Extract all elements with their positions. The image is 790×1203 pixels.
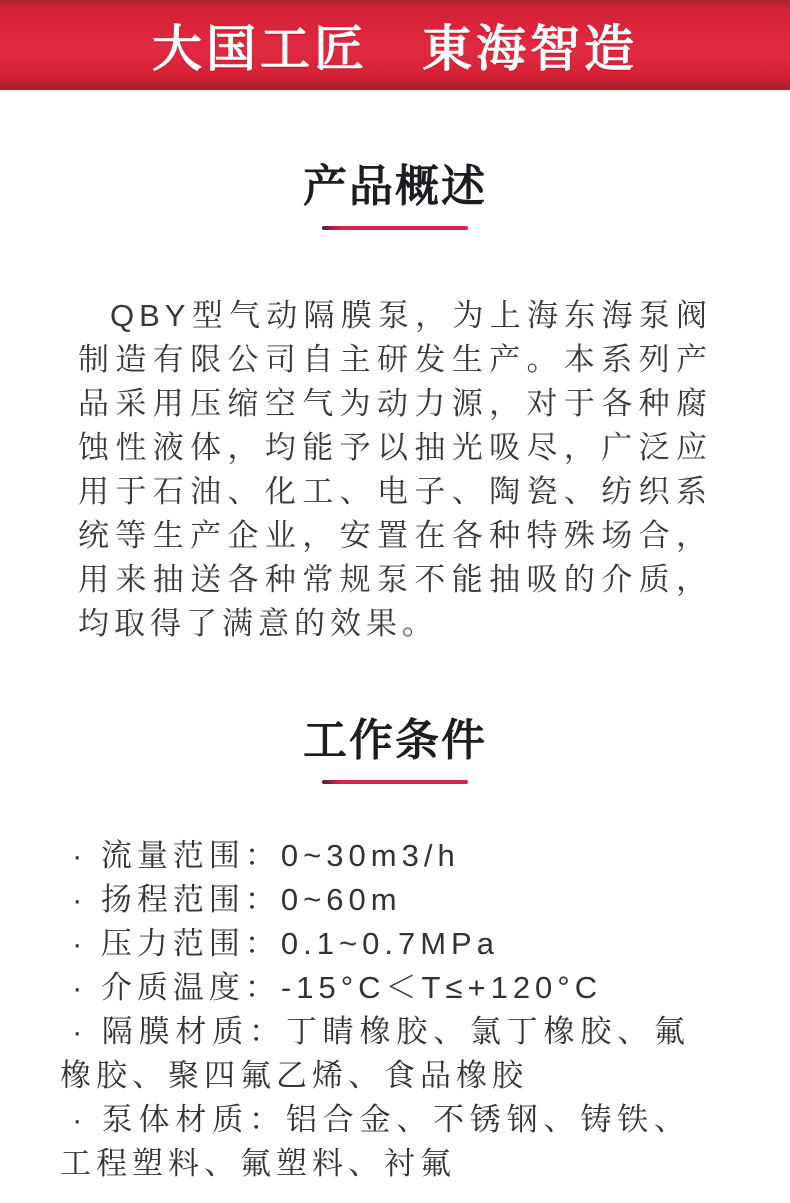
overview-paragraph: QBY型气动隔膜泵，为上海东海泵阀制造有限公司自主研发生产。本系列产品采用压缩空气为动力源，对于各种腐蚀性液体，均能予以抽光吸尽，广泛应用于石油、化工、电子、陶瓷、纺织系统等生产企业，安置在各种特殊场合，用来抽送各种常规泵不能抽吸的介质，均取得了满意的效果。	[78, 298, 712, 641]
spec-item-pressure-range: · 压力范围：0.1~0.7MPa	[72, 926, 499, 961]
brand-banner	[0, 0, 790, 92]
spec-item-head-range: · 扬程范围：0~60m	[72, 882, 402, 917]
brand-slogan: 大国工匠 東海智造	[152, 21, 638, 77]
overview-title: 产品概述	[303, 162, 487, 211]
section-overview	[0, 162, 790, 646]
working-conditions-list	[60, 834, 690, 1186]
spec-item-pump-body-material: · 泵体材质：铝合金、不锈钢、铸铁、工程塑料、氟塑料、衬氟	[60, 1102, 690, 1181]
section-working-conditions	[0, 716, 790, 1186]
spec-item-flow-range: · 流量范围：0~30m3/h	[72, 838, 460, 873]
conditions-title: 工作条件	[303, 716, 487, 765]
spec-item-diaphragm-material: · 隔膜材质：丁睛橡胶、氯丁橡胶、氟橡胶、聚四氟乙烯、食品橡胶	[60, 1014, 690, 1093]
conditions-title-underline	[322, 780, 468, 784]
spec-item-medium-temperature: · 介质温度：-15°C＜T≤+120°C	[72, 970, 603, 1005]
overview-title-underline	[322, 226, 468, 230]
